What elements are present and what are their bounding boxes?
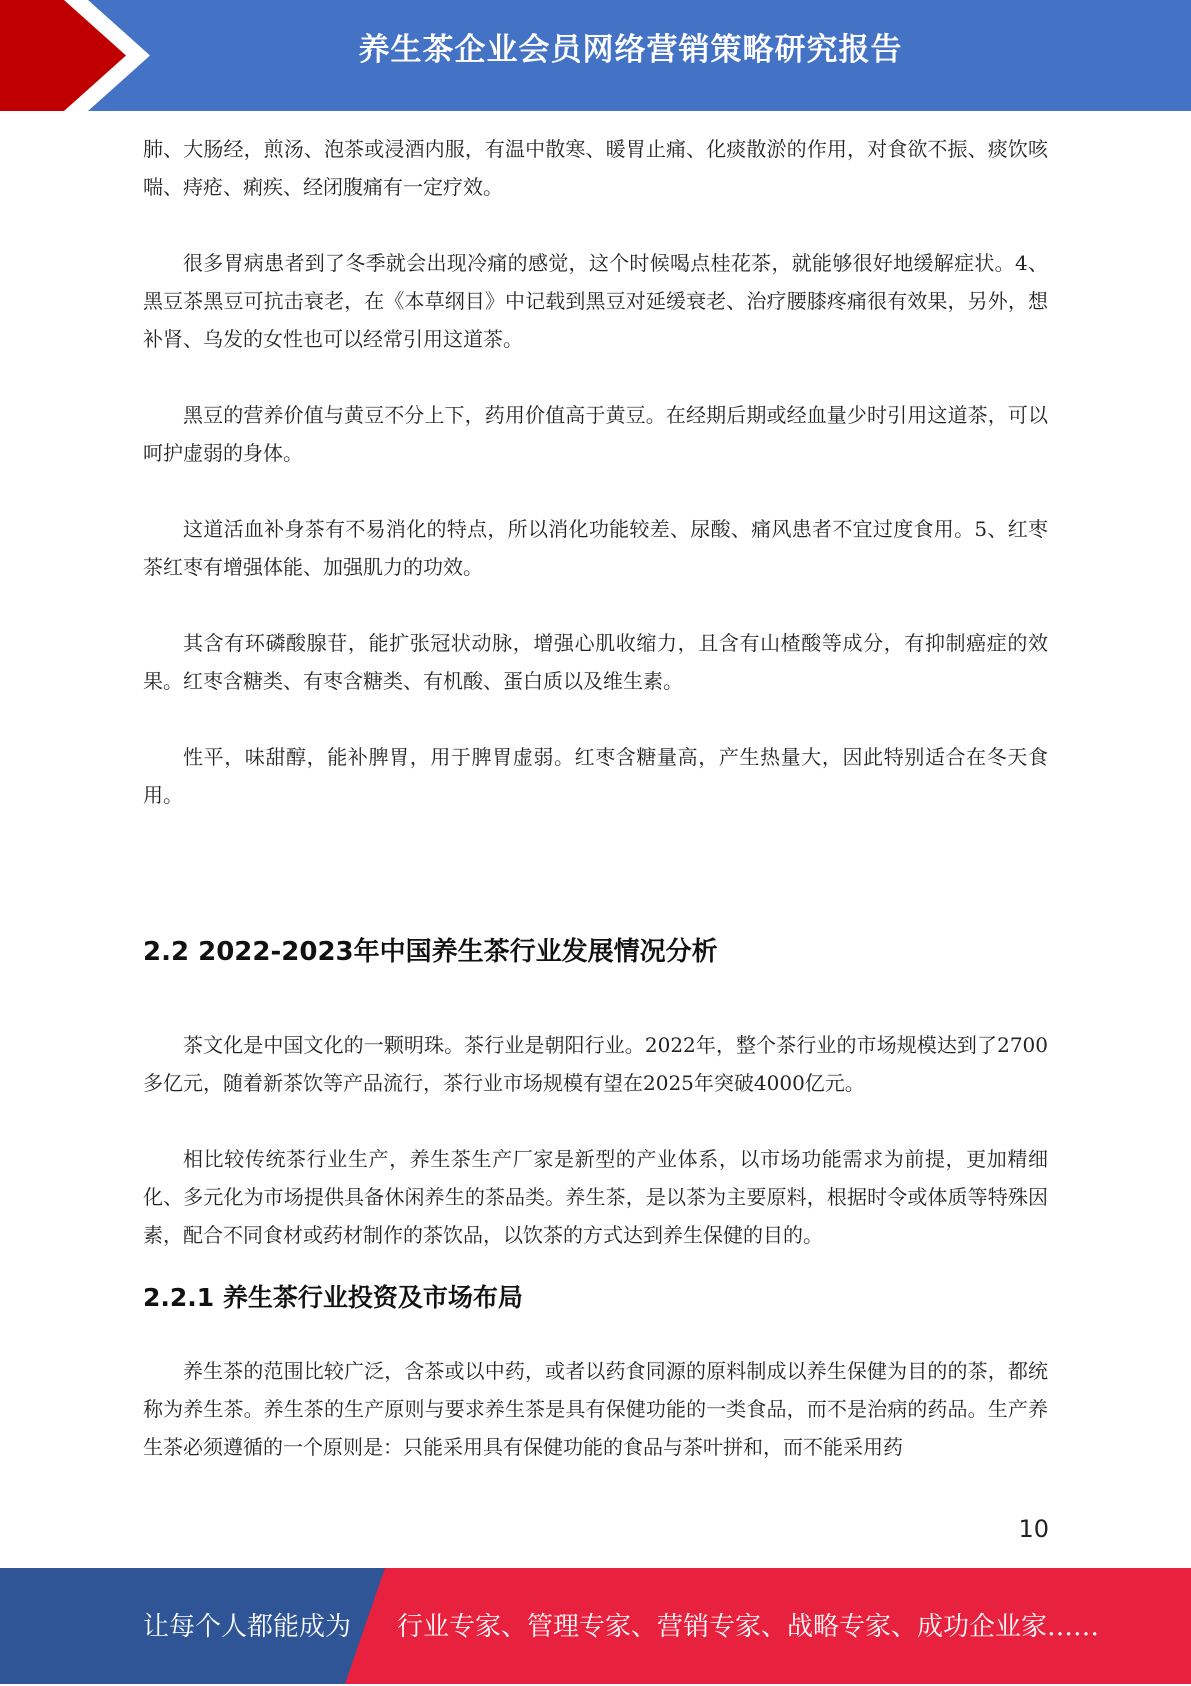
paragraph-black-bean-value: 黑豆的营养价值与黄豆不分上下，药用价值高于黄豆。在经期后期或经血量少时引用这道茶，可以呵护虚弱的身体。 (143, 403, 1048, 465)
paragraph-industry-system: 相比较传统茶行业生产，养生茶生产厂家是新型的产业体系，以市场功能需求为前提，更加精细化、多元化为市场提供具备休闲养生的茶品类。养生茶，是以茶为主要原料，根据时令或体质等特殊因素，配合不同食材或药材制作的茶饮品，以饮茶的方式达到养生保健的目的。 (143, 1147, 1048, 1247)
paragraph-osmanthus-tea: 很多胃病患者到了冬季就会出现冷痛的感觉，这个时候喝点桂花茶，就能够很好地缓解症状。4、黑豆茶黑豆可抗击衰老，在《本草纲目》中记载到黑豆对延缓衰老、治疗腰膝疼痛很有效果，另外，想补肾、乌发的女性也可以经常引用这道茶。 (143, 251, 1048, 351)
page-header (0, 0, 1191, 111)
paragraph-continuation: 肺、大肠经，煎汤、泡茶或浸酒内服，有温中散寒、暖胃止痛、化痰散淤的作用，对食欲不振、痰饮咳喘、痔疮、痢疾、经闭腹痛有一定疗效。 (143, 137, 1048, 199)
footer-slogan-right: 行业专家、管理专家、营销专家、战略专家、成功企业家…… (397, 1612, 1100, 1642)
footer-slogan-left: 让每个人都能成为 (143, 1612, 352, 1642)
report-title: 养生茶企业会员网络营销策略研究报告 (358, 32, 903, 68)
paragraph-camp: 其含有环磷酸腺苷，能扩张冠状动脉，增强心肌收缩力，且含有山楂酸等成分，有抑制癌症的效果。红枣含糖类、有枣含糖类、有机酸、蛋白质以及维生素。 (143, 631, 1048, 693)
page-footer (0, 1568, 1191, 1684)
section-heading-2-2: 2.2 2022-2023年中国养生茶行业发展情况分析 (143, 937, 718, 967)
section-heading-2-2-1: 2.2.1 养生茶行业投资及市场布局 (143, 1283, 523, 1312)
paragraph-red-date-tea: 这道活血补身茶有不易消化的特点，所以消化功能较差、尿酸、痛风患者不宜过度食用。5、红枣茶红枣有增强体能、加强肌力的功效。 (143, 517, 1048, 579)
document-body (143, 130, 1048, 1466)
paragraph-spleen: 性平，味甜醇，能补脾胃，用于脾胃虚弱。红枣含糖量高，产生热量大，因此特别适合在冬天食用。 (143, 745, 1048, 807)
page-number: 10 (1018, 1515, 1049, 1543)
paragraph-tea-culture: 茶文化是中国文化的一颗明珠。茶行业是朝阳行业。2022年，整个茶行业的市场规模达到了2700多亿元，随着新茶饮等产品流行，茶行业市场规模有望在2025年突破4000亿元。 (143, 1033, 1048, 1095)
header-chevron-icon (0, 0, 160, 111)
paragraph-scope: 养生茶的范围比较广泛，含茶或以中药，或者以药食同源的原料制成以养生保健为目的的茶，都统称为养生茶。养生茶的生产原则与要求养生茶是具有保健功能的一类食品，而不是治病的药品。生产养生茶必须遵循的一个原则是：只能采用具有保健功能的食品与茶叶拼和，而不能采用药 (143, 1359, 1048, 1459)
